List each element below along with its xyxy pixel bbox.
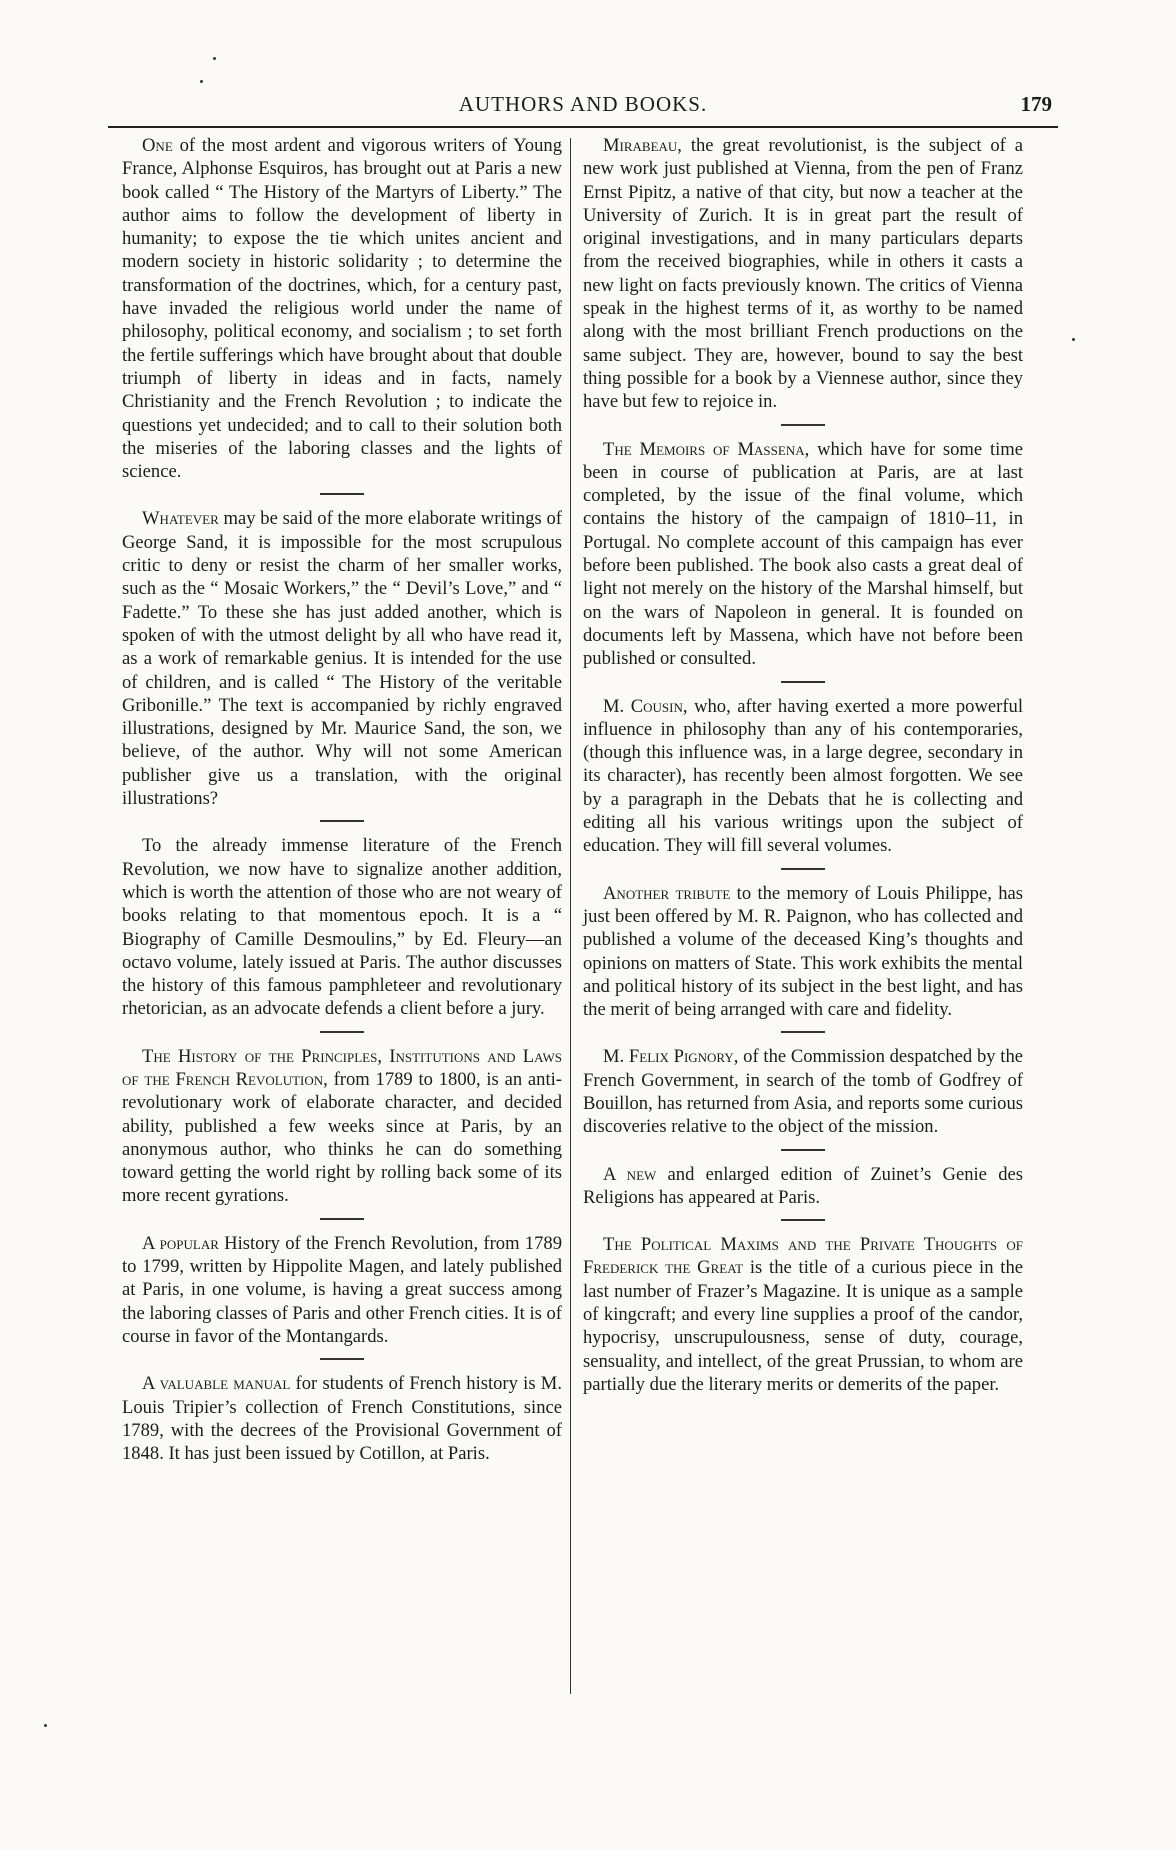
article-desmoulins: To the already immense literature of the French Revolution, we now have to signalize another addition, which is worth the attention of those who are not weary of books relating to that momentous epoch. It is a “ Biography of Camille Desmoulins,” by Ed. Fleury—an octavo volume, lately issued at Paris. The author discusses the history of this famous pamphleteer and revolutionary rhetorician, as an advocate defends a client before a jury.	[122, 835, 562, 1020]
ink-speck	[1072, 338, 1075, 341]
article-massena: The Memoirs of Massena, which have for some time been in course of publication at Paris, are at last completed, by the issue of the final volume, which contains the history of the campaign of 1810–11, in Portugal. No complete account of this campaign has ever before been published. The book also casts a great deal of light not merely on the history of the Marshal himself, but on the wars of Napoleon in general. It is founded on documents left by Massena, which have not before been published or consulted.	[583, 438, 1023, 670]
running-header	[108, 92, 1058, 128]
article-george-sand: Whatever may be said of the more elaborate writings of George Sand, it is impossible for the most scrupulous critic to deny or resist the charm of her smaller works, such as the “ Mosaic Workers,” the “ Devil’s Love,” and “ Fadette.” To these she has just added another, which is spoken of with the utmost delight by all who have read it, as a work of remarkable genius. It is intended for the use of children, and is called “ The History of the veritable Gribonille.” The text is accompanied by richly engraved illustrations, designed by Mr. Maurice Sand, the son, we believe, of the author. Why will not some American publisher give us a translation, with the original illustrations?	[122, 508, 562, 810]
column-divider	[570, 138, 571, 1694]
left-column	[122, 134, 562, 1465]
article-popular-history: A popular History of the French Revolution, from 1789 to 1799, written by Hippolite Magen, and lately published at Paris, in one volume, is having a great success among the laboring classes of Paris and other French cities. It is of course in favor of the Montangards.	[122, 1232, 562, 1347]
article-mirabeau: Mirabeau, the great revolutionist, is the subject of a new work just published at Vienna, from the pen of Franz Ernst Pipitz, a native of that city, but now a teacher at the University of Zurich. It is in great part the result of original investigations, and in many particulars departs from the received biographies, while in others it casts a new light on facts previously known. The critics of Vienna speak in the highest terms of it, as worthy to be named along with the most brilliant French productions on the same subject. They are, however, bound to say the best thing possible for a book by a Viennese author, since they have but few to rejoice in.	[583, 135, 1023, 413]
ink-speck	[213, 57, 216, 60]
right-column	[583, 134, 1023, 1396]
section-rule	[781, 868, 825, 870]
ink-speck	[200, 80, 203, 83]
article-frederick: The Political Maxims and the Private Thoughts of Frederick the Great is the title of a curious piece in the last number of Frazer’s Magazine. It is unique as a sample of kingcraft; and every line supplies a proof of the candor, hypocrisy, unscrupulousness, sense of duty, courage, sensuality, and intellect, of the great Prussian, to whom are partially due the literary merits or demerits of the paper.	[583, 1234, 1023, 1395]
section-rule	[320, 493, 364, 495]
section-rule	[781, 1149, 825, 1151]
section-rule	[781, 1219, 825, 1221]
section-rule	[320, 1358, 364, 1360]
article-cousin: M. Cousin, who, after having exerted a more powerful influence in philosophy than any of his contemporaries, (though this influence was, in a large degree, secondary in its character), has recently been almost forgotten. We see by a paragraph in the Debats that he is collecting and editing all his various writings upon the subject of education. They will fill several volumes.	[583, 695, 1023, 857]
section-rule	[781, 424, 825, 426]
article-zuinet: A new and enlarged edition of Zuinet’s Genie des Religions has appeared at Paris.	[583, 1163, 1023, 1208]
article-esquiros: One of the most ardent and vigorous writers of Young France, Alphonse Esquiros, has brought out at Paris a new book called “ The History of the Martyrs of Liberty.” The author aims to follow the development of liberty in humanity; to expose the tie which unites ancient and modern society in historic solidarity ; to determine the transformation of the doctrines, which, for a century past, have invaded the religious world under the name of philosophy, political economy, and socialism ; to set forth the fertile sufferings which have brought about that double triumph of liberty in ideas and in facts, namely Christianity and the French Revolution ; to indicate the questions yet undecided; and to call to their solution both the miseries of the laboring classes and the lights of science.	[122, 135, 562, 483]
article-louis-philippe: Another tribute to the memory of Louis Philippe, has just been offered by M. R. Paignon, who has collected and published a volume of the deceased King’s thoughts and opinions on matters of State. This work exhibits the mental and political history of its subject in the best light, and has the merit of being arranged with care and fidelity.	[583, 882, 1023, 1021]
section-rule	[320, 1031, 364, 1033]
ink-speck	[44, 1724, 47, 1727]
page-number: 179	[1020, 92, 1052, 116]
section-rule	[781, 1031, 825, 1033]
article-principles-history: The History of the Principles, Institutions and Laws of the French Revolution, from 1789 to 1800, is an anti-revolutionary work of elaborate character, and decided ability, published a few weeks since at Paris, by an anonymous author, who thinks he can do something toward getting the world right by rolling back some of its more recent gyrations.	[122, 1045, 562, 1207]
section-rule	[781, 681, 825, 683]
page-title: AUTHORS AND BOOKS.	[458, 92, 708, 116]
section-rule	[320, 1218, 364, 1220]
section-rule	[320, 820, 364, 822]
article-tripier-manual: A valuable manual for students of French history is M. Louis Tripier’s collection of French Constitutions, since 1789, with the decrees of the Provisional Government of 1848. It has just been issued by Cotillon, at Paris.	[122, 1373, 562, 1465]
article-pignory: M. Felix Pignory, of the Commission despatched by the French Government, in search of the tomb of Godfrey of Bouillon, has returned from Asia, and reports some curious discoveries relative to the object of the mission.	[583, 1046, 1024, 1138]
